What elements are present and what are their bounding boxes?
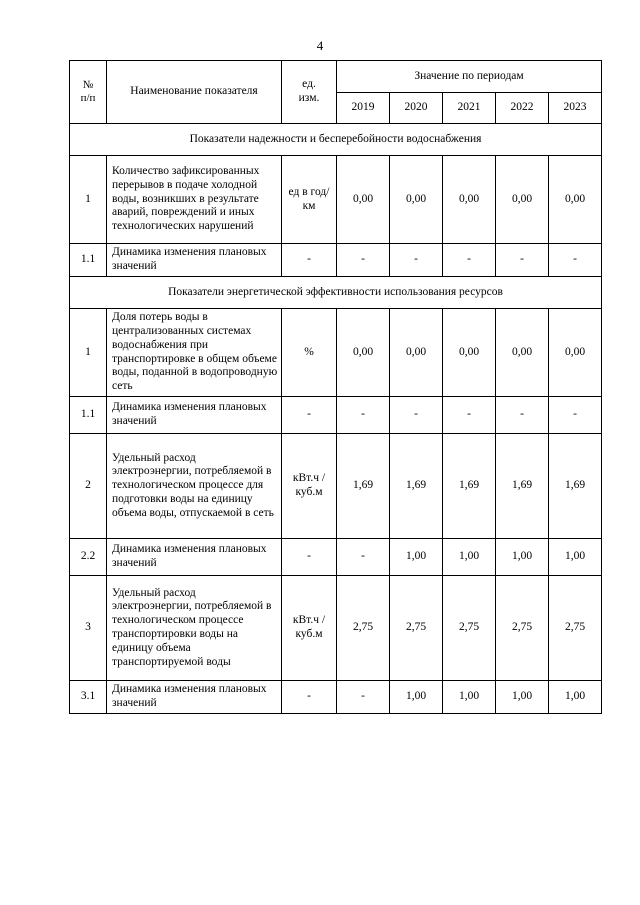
row-name: Динамика изменения плановых значений bbox=[107, 681, 282, 714]
row-value: - bbox=[549, 244, 602, 277]
row-name: Удельный расход электроэнергии, потребляемой в технологическом процессе для подготовки воды на единицу объема воды, отпускаемой в сеть bbox=[107, 434, 282, 539]
row-value: 1,00 bbox=[390, 539, 443, 576]
header-number: № п/п bbox=[70, 61, 107, 124]
row-name: Доля потерь воды в централизованных системах водоснабжения при транспортировке в общем объеме воды, поданной в водопроводную сеть bbox=[107, 309, 282, 397]
row-value: - bbox=[337, 681, 390, 714]
row-value: 2,75 bbox=[443, 576, 496, 681]
row-value: - bbox=[337, 539, 390, 576]
section-title: Показатели надежности и бесперебойности водоснабжения bbox=[70, 124, 602, 156]
row-value: 1,00 bbox=[443, 681, 496, 714]
row-unit: - bbox=[282, 244, 337, 277]
row-value: - bbox=[390, 244, 443, 277]
table-row bbox=[70, 156, 602, 244]
page-number: 4 bbox=[316, 38, 324, 53]
row-value: 1,00 bbox=[549, 681, 602, 714]
row-value: 1,00 bbox=[390, 681, 443, 714]
row-value: 0,00 bbox=[443, 309, 496, 397]
row-value: - bbox=[337, 397, 390, 434]
row-value: 1,00 bbox=[496, 539, 549, 576]
row-value: - bbox=[337, 244, 390, 277]
row-value: - bbox=[496, 397, 549, 434]
row-value: - bbox=[390, 397, 443, 434]
row-value: 0,00 bbox=[549, 156, 602, 244]
row-value: 1,69 bbox=[443, 434, 496, 539]
row-value: - bbox=[496, 244, 549, 277]
header-year: 2020 bbox=[390, 93, 443, 124]
row-value: 2,75 bbox=[549, 576, 602, 681]
row-unit: ед в год/ км bbox=[282, 156, 337, 244]
row-name: Динамика изменения плановых значений bbox=[107, 244, 282, 277]
table-row bbox=[70, 244, 602, 277]
row-unit: кВт.ч / куб.м bbox=[282, 576, 337, 681]
section-row bbox=[70, 124, 602, 156]
row-value: 0,00 bbox=[496, 309, 549, 397]
row-value: 1,69 bbox=[337, 434, 390, 539]
indicators-table bbox=[69, 60, 602, 714]
row-name: Количество зафиксированных перерывов в подаче холодной воды, возникших в результате аварий, повреждений и иных технологических нарушений bbox=[107, 156, 282, 244]
row-value: 1,00 bbox=[443, 539, 496, 576]
header-year: 2019 bbox=[337, 93, 390, 124]
row-value: 1,00 bbox=[549, 539, 602, 576]
table-row bbox=[70, 539, 602, 576]
row-unit: - bbox=[282, 539, 337, 576]
row-value: 2,75 bbox=[496, 576, 549, 681]
row-value: 1,69 bbox=[496, 434, 549, 539]
row-value: 0,00 bbox=[390, 309, 443, 397]
section-title: Показатели энергетической эффективности использования ресурсов bbox=[70, 277, 602, 309]
header-year: 2022 bbox=[496, 93, 549, 124]
row-value: 2,75 bbox=[390, 576, 443, 681]
row-unit: - bbox=[282, 397, 337, 434]
table-header bbox=[70, 61, 602, 124]
row-value: 2,75 bbox=[337, 576, 390, 681]
row-value: 0,00 bbox=[337, 309, 390, 397]
row-value: - bbox=[443, 244, 496, 277]
row-number: 2 bbox=[70, 434, 107, 539]
row-name: Динамика изменения плановых значений bbox=[107, 539, 282, 576]
row-value: - bbox=[443, 397, 496, 434]
header-year: 2021 bbox=[443, 93, 496, 124]
row-number: 1 bbox=[70, 156, 107, 244]
table-body bbox=[70, 124, 602, 714]
row-number: 1.1 bbox=[70, 397, 107, 434]
row-unit: кВт.ч / куб.м bbox=[282, 434, 337, 539]
table-row bbox=[70, 576, 602, 681]
row-value: 0,00 bbox=[443, 156, 496, 244]
section-row bbox=[70, 277, 602, 309]
row-value: 1,69 bbox=[390, 434, 443, 539]
row-name: Удельный расход электроэнергии, потребляемой в технологическом процессе транспортировки воды на единицу объема транспортируемой воды bbox=[107, 576, 282, 681]
table-row bbox=[70, 434, 602, 539]
row-value: 0,00 bbox=[549, 309, 602, 397]
row-number: 1.1 bbox=[70, 244, 107, 277]
row-value: 0,00 bbox=[496, 156, 549, 244]
row-value: 0,00 bbox=[337, 156, 390, 244]
row-number: 2.2 bbox=[70, 539, 107, 576]
header-name: Наименование показателя bbox=[107, 61, 282, 124]
header-periods: Значение по периодам bbox=[337, 61, 602, 93]
header-unit: ед. изм. bbox=[282, 61, 337, 124]
table-row bbox=[70, 397, 602, 434]
table-row bbox=[70, 681, 602, 714]
header-year: 2023 bbox=[549, 93, 602, 124]
row-value: 1,69 bbox=[549, 434, 602, 539]
row-number: 3.1 bbox=[70, 681, 107, 714]
row-name: Динамика изменения плановых значений bbox=[107, 397, 282, 434]
table-row bbox=[70, 309, 602, 397]
row-value: 0,00 bbox=[390, 156, 443, 244]
row-unit: - bbox=[282, 681, 337, 714]
row-value: 1,00 bbox=[496, 681, 549, 714]
row-unit: % bbox=[282, 309, 337, 397]
row-number: 1 bbox=[70, 309, 107, 397]
row-number: 3 bbox=[70, 576, 107, 681]
row-value: - bbox=[549, 397, 602, 434]
